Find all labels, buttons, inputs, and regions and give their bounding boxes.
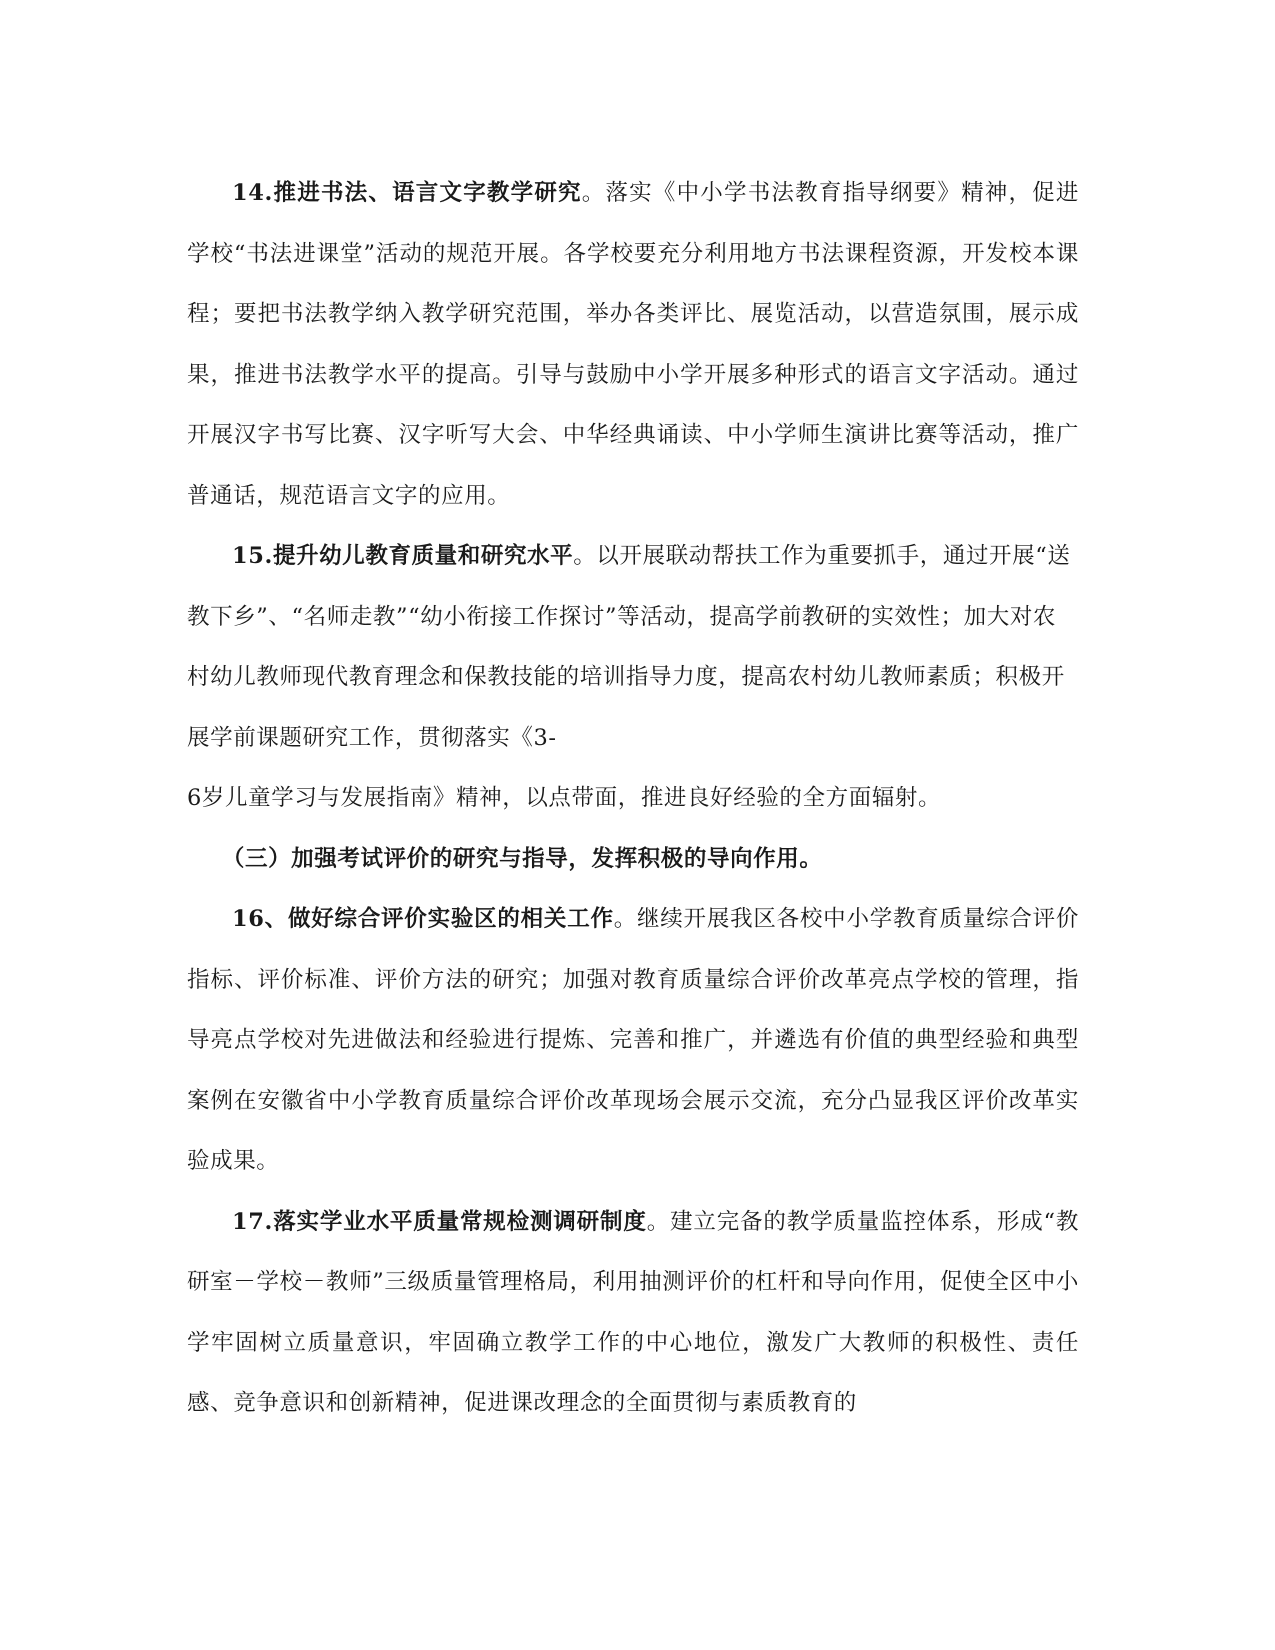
document-body <box>187 163 1079 1434</box>
paragraph-17-body: 。建立完备的教学质量监控体系，形成“教研室－学校－教师”三级质量管理格局，利用抽测评价的杠杆和导向作用，促使全区中小学牢固树立质量意识，牢固确立教学工作的中心地位，激发广大教师的积极性、责任感、竞争意识和创新精神，促进课改理念的全面贯彻与素质教育的 <box>187 1208 1080 1416</box>
paragraph-15-body-part2: 6岁儿童学习与发展指南》精神，以点带面，推进良好经验的全方面辐射。 <box>187 785 942 811</box>
paragraph-17-heading: 17.落实学业水平质量常规检测调研制度 <box>232 1208 647 1235</box>
paragraph-14 <box>187 163 1079 526</box>
paragraph-16-heading: 16、做好综合评价实验区的相关工作 <box>232 906 614 932</box>
paragraph-17 <box>187 1192 1079 1434</box>
paragraph-15-continuation <box>187 768 1079 829</box>
paragraph-16-body: 。继续开展我区各校中小学教育质量综合评价指标、评价标准、评价方法的研究；加强对教育质量综合评价改革亮点学校的管理，指导亮点学校对先进做法和经验进行提炼、完善和推广，并遴选有价值的典型经验和典型案例在安徽省中小学教育质量综合评价改革现场会展示交流，充分凸显我区评价改革实验成果。 <box>187 906 1079 1174</box>
paragraph-15 <box>187 526 1079 768</box>
paragraph-16 <box>187 889 1079 1192</box>
section-heading-3: （三）加强考试评价的研究与指导，发挥积极的导向作用。 <box>221 845 823 872</box>
paragraph-14-heading: 14.推进书法、语言文字教学研究 <box>232 180 582 206</box>
paragraph-15-heading: 15.提升幼儿教育质量和研究水平 <box>232 543 574 569</box>
paragraph-14-body: 。落实《中小学书法教育指导纲要》精神，促进学校“书法进课堂”活动的规范开展。各学校要充分利用地方书法课程资源，开发校本课程；要把书法教学纳入教学研究范围，举办各类评比、展览活动，以营造氛围，展示成果，推进书法教学水平的提高。引导与鼓励中小学开展多种形式的语言文字活动。通过开展汉字书写比赛、汉字听写大会、中华经典诵读、中小学师生演讲比赛等活动，推广普通话，规范语言文字的应用。 <box>187 180 1079 509</box>
paragraph-15-body-part1: 。以开展联动帮扶工作为重要抓手，通过开展“送教下乡”、“名师走教”“幼小衔接工作探讨”等活动，提高学前教研的实效性；加大对农村幼儿教师现代教育理念和保教技能的培训指导力度，提高农村幼儿教师素质；积极开展学前课题研究工作，贯彻落实《3- <box>187 543 1071 751</box>
